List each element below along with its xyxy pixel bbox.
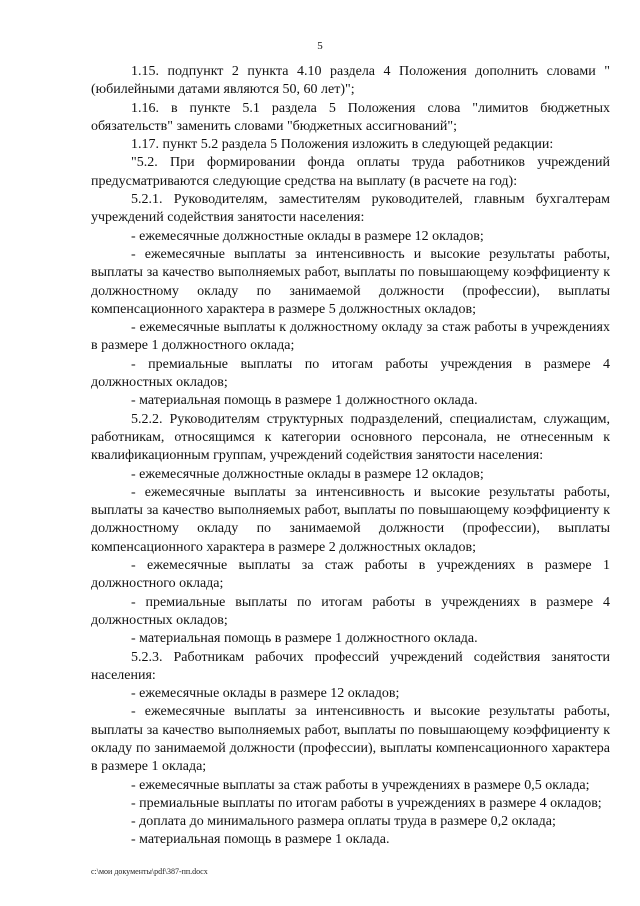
list-item: - материальная помощь в размере 1 оклада. — [131, 832, 390, 848]
footer-file-path: c:\мои документы\pdf\387-пп.docx — [91, 867, 208, 876]
paragraph-5-2-2: 5.2.2. Руководителям структурных подразделений, специалистам, служащим, работникам, относящимся к категории основного персонала, не отнесенным к квалификационным группам, учреждений содействия занятости населения: — [91, 411, 610, 464]
document-body — [91, 63, 610, 850]
list-item: - ежемесячные выплаты за стаж работы в учреждениях в размере 0,5 оклада; — [131, 777, 590, 793]
paragraph-5-2-1: 5.2.1. Руководителям, заместителям руководителей, главным бухгалтерам учреждений содействия занятости населения: — [91, 192, 610, 226]
list-item: - ежемесячные должностные оклады в размере 12 окладов; — [131, 466, 484, 482]
list-item: - ежемесячные должностные оклады в размере 12 окладов; — [131, 228, 484, 244]
list-item: - доплата до минимального размера оплаты труда в размере 0,2 оклада; — [131, 814, 556, 830]
list-item: - ежемесячные выплаты за интенсивность и высокие результаты работы, выплаты за качество выполняемых работ, выплаты по повышающему коэффициенту к окладу по занимаемой должности (профессии), выплаты компенсационного характера в размере 1 оклада; — [91, 704, 610, 775]
paragraph-1-16: 1.16. в пункте 5.1 раздела 5 Положения слова "лимитов бюджетных обязательств" заменить словами "бюджетных ассигнований"; — [91, 100, 610, 134]
list-item: - премиальные выплаты по итогам работы учреждения в размере 4 должностных окладов; — [91, 356, 610, 391]
list-item: - ежемесячные выплаты за интенсивность и высокие результаты работы, выплаты за качество выполняемых работ, выплаты по повышающему коэффициенту к должностному окладу по занимаемой должности (профессии), выплаты компенсационного характера в размере 2 должностных окладов; — [91, 484, 610, 555]
list-item: - премиальные выплаты по итогам работы в учреждениях в размере 4 должностных окладов; — [91, 594, 610, 628]
list-item: - ежемесячные выплаты за стаж работы в учреждениях в размере 1 должностного оклада; — [91, 558, 610, 592]
list-item: - ежемесячные выплаты за интенсивность и высокие результаты работы, выплаты за качество выполняемых работ, выплаты по повышающему коэффициенту к должностному окладу по занимаемой должности (профессии), выплаты компенсационного характера в размере 5 должностных окладов; — [91, 246, 610, 317]
paragraph-1-15: 1.15. подпункт 2 пункта 4.10 раздела 4 Положения дополнить словами "(юбилейными датами являются 50, 60 лет)"; — [91, 64, 610, 98]
page-number: 5 — [317, 40, 323, 52]
list-item: - ежемесячные выплаты к должностному окладу за стаж работы в учреждениях в размере 1 должностного оклада; — [91, 320, 610, 354]
paragraph-5-2: "5.2. При формировании фонда оплаты труда работников учреждений предусматриваются следующие средства на выплату (в расчете на год): — [91, 155, 610, 189]
list-item: - ежемесячные оклады в размере 12 окладов; — [131, 686, 400, 702]
list-item: - премиальные выплаты по итогам работы в учреждениях в размере 4 окладов; — [131, 795, 602, 811]
list-item: - материальная помощь в размере 1 должностного оклада. — [131, 631, 478, 647]
list-item: - материальная помощь в размере 1 должностного оклада. — [131, 393, 478, 409]
paragraph-1-17: 1.17. пункт 5.2 раздела 5 Положения изложить в следующей редакции: — [131, 137, 554, 153]
paragraph-5-2-3: 5.2.3. Работникам рабочих профессий учреждений содействия занятости населения: — [91, 649, 610, 683]
